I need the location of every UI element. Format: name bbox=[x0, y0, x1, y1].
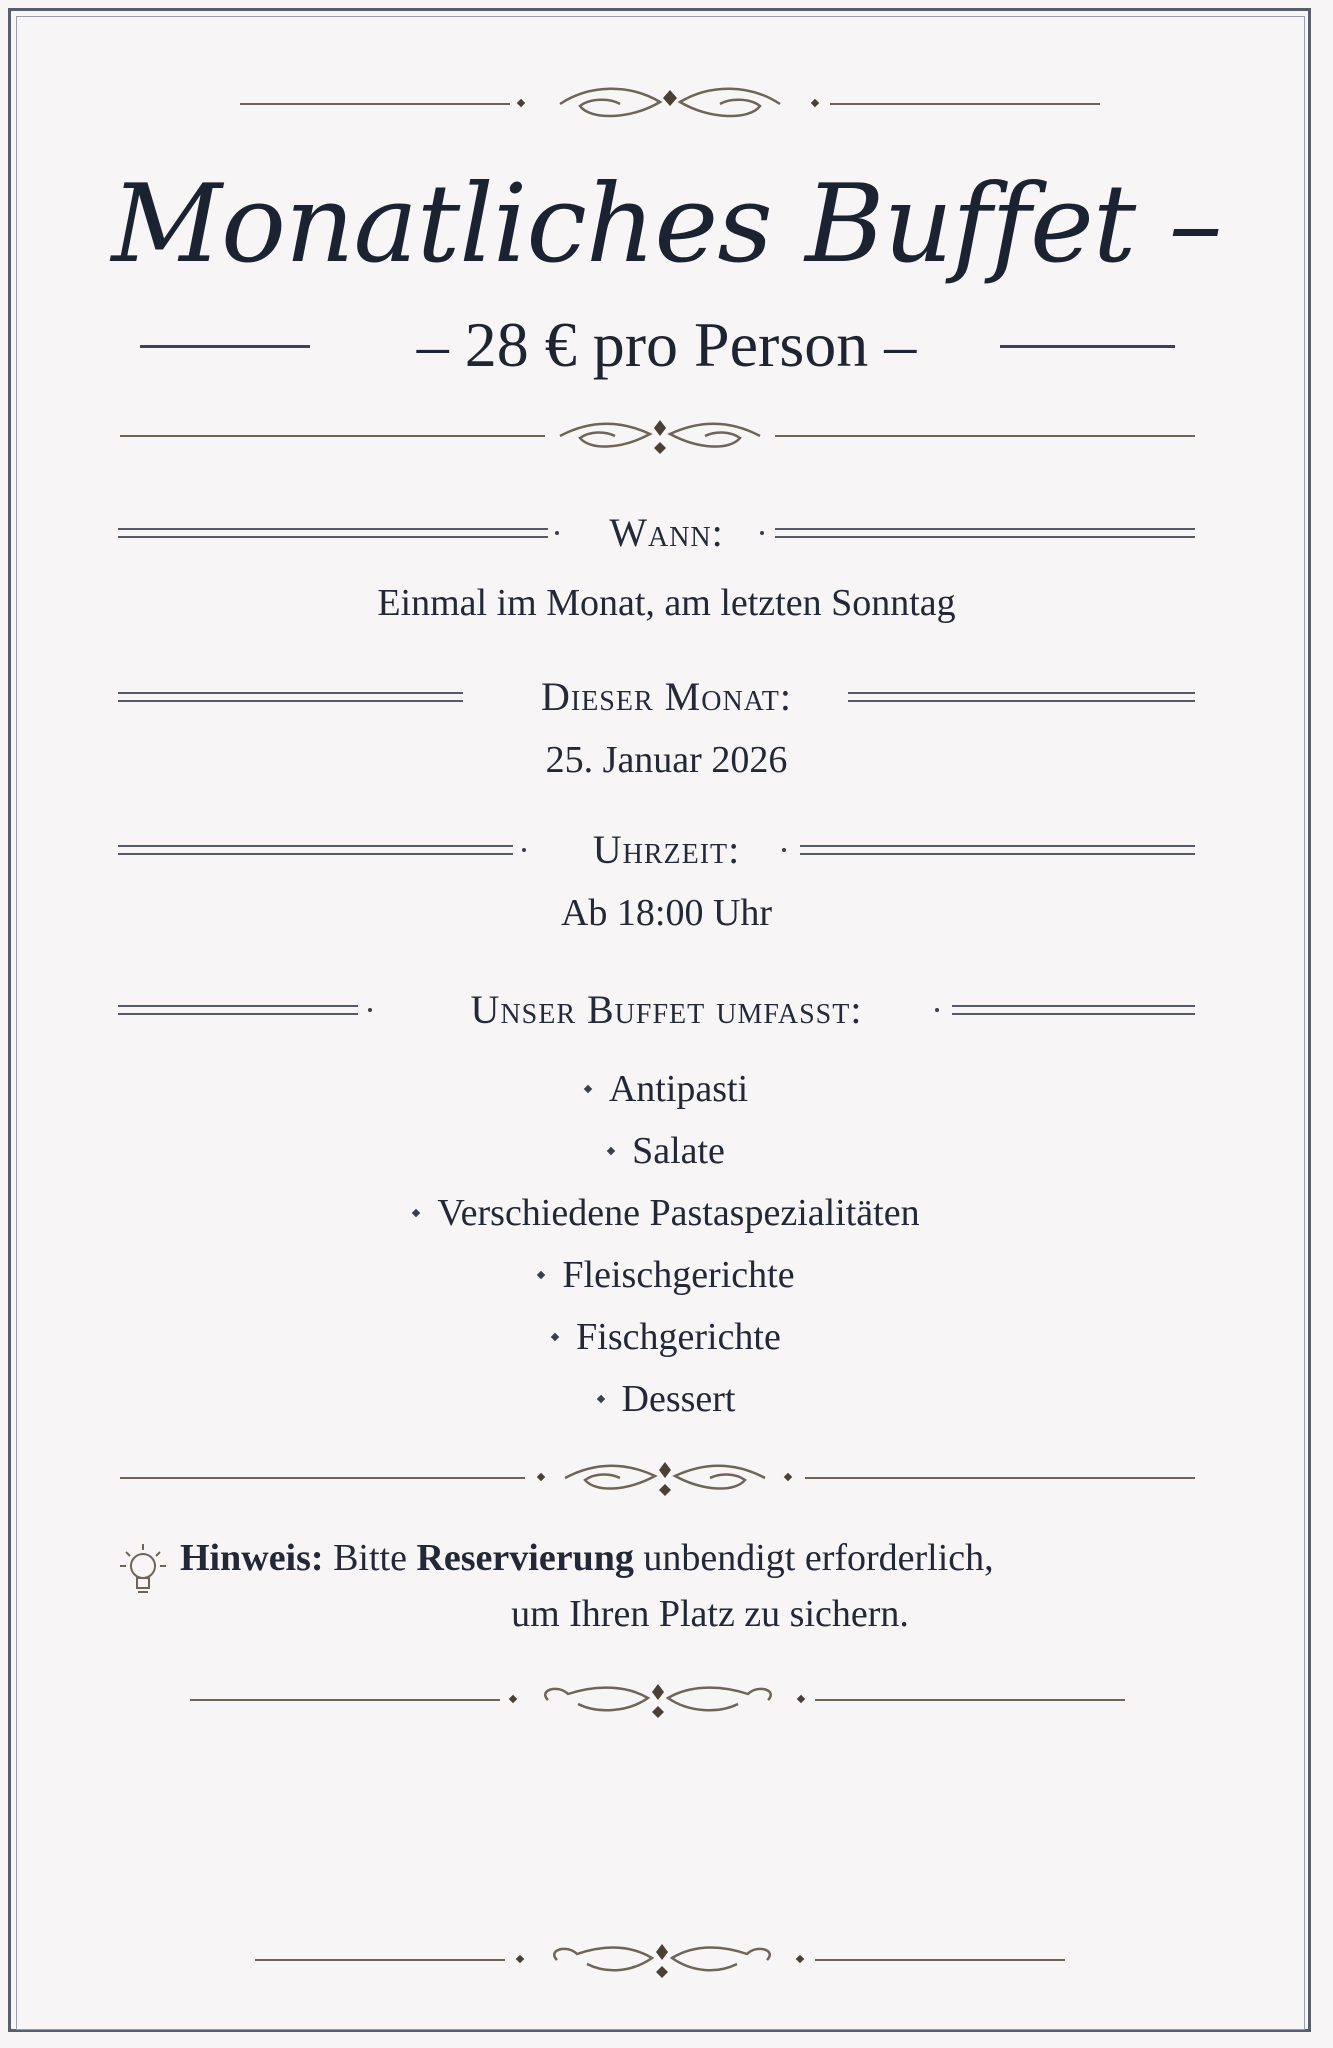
ornament-divider bbox=[120, 1458, 1195, 1498]
section-time-heading bbox=[0, 825, 1333, 875]
ornament-divider bbox=[120, 416, 1195, 456]
list-item: Salate bbox=[0, 1120, 1333, 1182]
bottom-ornament bbox=[255, 1940, 1065, 1980]
bullet-icon bbox=[551, 1333, 559, 1341]
section-when-heading bbox=[0, 508, 1333, 558]
bullet-icon bbox=[607, 1147, 615, 1155]
top-ornament bbox=[240, 84, 1100, 124]
section-month-heading bbox=[0, 672, 1333, 722]
flourish-icon bbox=[550, 84, 790, 124]
reservation-note bbox=[110, 1530, 1210, 1642]
section-when-value: Einmal im Monat, am letzten Sonntag bbox=[377, 582, 956, 624]
section-month-label: Dieser Monat: bbox=[540, 674, 792, 719]
note-prefix: Hinweis: bbox=[180, 1537, 324, 1579]
list-item: Dessert bbox=[0, 1368, 1333, 1430]
price-text: – 28 € pro Person – bbox=[416, 309, 917, 380]
list-item: Antipasti bbox=[0, 1058, 1333, 1120]
bullet-icon bbox=[584, 1085, 592, 1093]
page-title: Monatliches Buffet – bbox=[111, 162, 1222, 287]
list-item: Fischgerichte bbox=[0, 1306, 1333, 1368]
buffet-menu-list bbox=[0, 1058, 1333, 1430]
note-emphasis: Reservierung bbox=[416, 1537, 634, 1579]
section-buffet-label: Unser Buffet umfasst: bbox=[470, 987, 863, 1032]
section-buffet-heading bbox=[0, 985, 1333, 1035]
list-item: Verschiedene Pastaspezialitäten bbox=[0, 1182, 1333, 1244]
bullet-icon bbox=[412, 1209, 420, 1217]
section-time-label: Uhrzeit: bbox=[592, 827, 741, 872]
ornament-divider bbox=[190, 1680, 1125, 1720]
list-item: Fleischgerichte bbox=[0, 1244, 1333, 1306]
note-line-1: Hinweis: Bitte Reservierung unbendigt erforderlich, bbox=[180, 1537, 994, 1579]
section-month-value: 25. Januar 2026 bbox=[545, 739, 788, 781]
section-when-label: Wann: bbox=[609, 510, 724, 555]
flourish-icon bbox=[537, 1940, 787, 1980]
flourish-icon bbox=[528, 1680, 788, 1720]
flourish-icon bbox=[555, 1458, 775, 1498]
section-time-value: Ab 18:00 Uhr bbox=[560, 892, 773, 934]
note-line-2: um Ihren Platz zu sichern. bbox=[511, 1593, 909, 1635]
bullet-icon bbox=[596, 1395, 604, 1403]
price-row bbox=[0, 300, 1333, 390]
flourish-icon bbox=[550, 416, 770, 456]
bullet-icon bbox=[537, 1271, 545, 1279]
